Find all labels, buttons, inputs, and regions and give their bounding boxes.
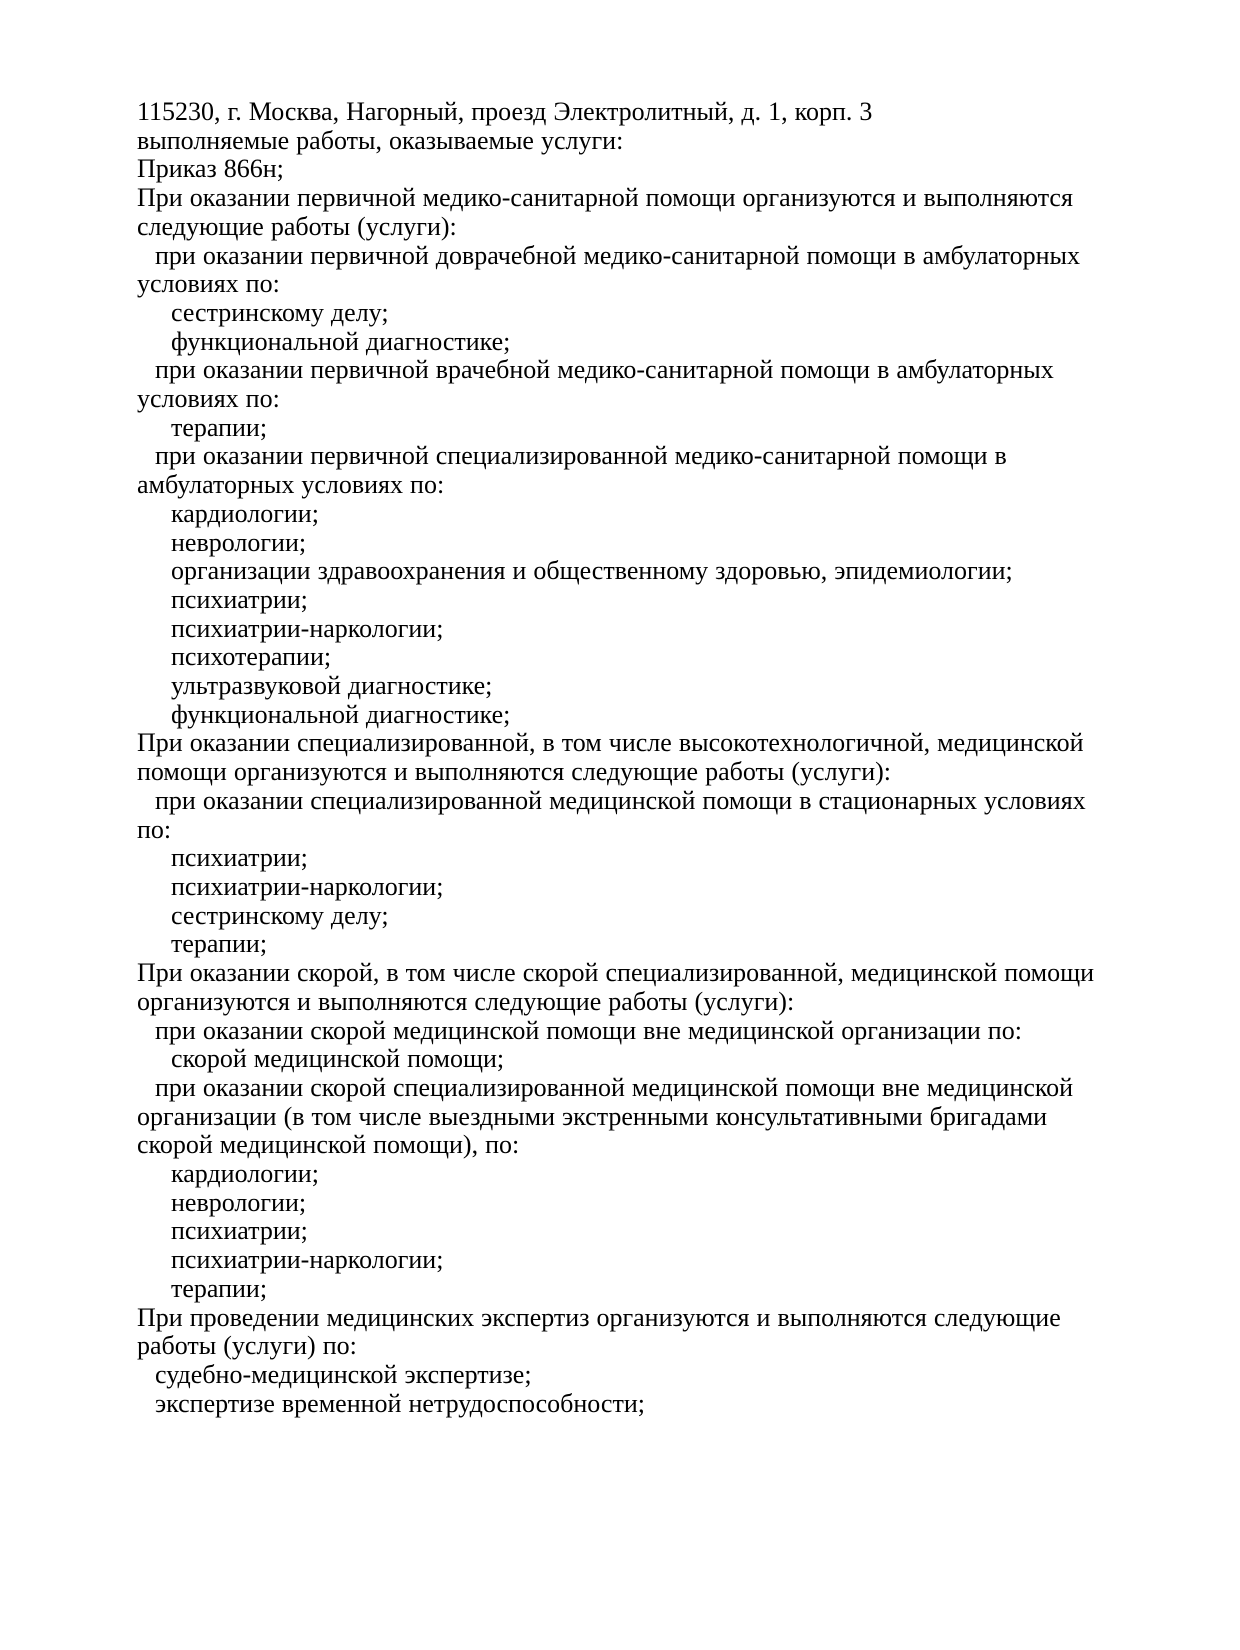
- document-line: психотерапии;: [171, 642, 332, 672]
- document-line: При оказании первичной медико-санитарной помощи организуются и выполняются следующие работы (услуги):: [137, 183, 1073, 241]
- document-line: психиатрии-наркологии;: [171, 1245, 444, 1275]
- document-line: неврологии;: [171, 1187, 307, 1217]
- document-line: функциональной диагностике;: [171, 699, 511, 729]
- document-line: терапии;: [171, 1273, 268, 1303]
- document-line: выполняемые работы, оказываемые услуги:: [137, 125, 624, 155]
- document-line: ультразвуковой диагностике;: [171, 671, 493, 701]
- document-body: [137, 98, 1103, 1418]
- document-line: функциональной диагностике;: [171, 326, 511, 356]
- document-line: При оказании скорой, в том числе скорой специализированной, медицинской помощи организуются и выполняются следующие работы (услуги):: [137, 958, 1095, 1016]
- document-line: организации здравоохранения и общественному здоровью, эпидемиологии;: [171, 556, 1013, 586]
- document-line: экспертизе временной нетрудоспособности;: [155, 1388, 645, 1418]
- document-line: сестринскому делу;: [171, 297, 389, 327]
- document-line: судебно-медицинской экспертизе;: [155, 1359, 532, 1389]
- document-line: при оказании первичной доврачебной медико-санитарной помощи в амбулаторных условиях по:: [137, 240, 1080, 299]
- document-line: сестринскому делу;: [171, 900, 389, 930]
- document-line: скорой медицинской помощи;: [171, 1044, 505, 1074]
- document-line: неврологии;: [171, 527, 307, 557]
- document-line: психиатрии-наркологии;: [171, 871, 444, 901]
- document-line: психиатрии;: [171, 843, 308, 873]
- document-line: терапии;: [171, 929, 268, 959]
- document-line: при оказании первичной специализированной медико-санитарной помощи в амбулаторных условиях по:: [137, 441, 1007, 500]
- document-line: психиатрии;: [171, 1216, 308, 1246]
- document-line: при оказании скорой медицинской помощи вне медицинской организации по:: [155, 1015, 1022, 1045]
- document-line: кардиологии;: [171, 498, 319, 528]
- document-line: при оказании первичной врачебной медико-санитарной помощи в амбулаторных условиях по:: [137, 355, 1054, 414]
- document-line: кардиологии;: [171, 1159, 319, 1189]
- document-line: терапии;: [171, 412, 268, 442]
- document-line: 115230, г. Москва, Нагорный, проезд Электролитный, д. 1, корп. 3: [137, 97, 873, 126]
- document-line: психиатрии-наркологии;: [171, 613, 444, 643]
- document-line: При оказании специализированной, в том числе высокотехнологичной, медицинской помощи организуются и выполняются следующие работы (услуги):: [137, 728, 1084, 787]
- document-line: при оказании скорой специализированной медицинской помощи вне медицинской организации (в том числе выездными экстренными консультативными бригадами скорой медицинской помощи), по:: [137, 1072, 1074, 1160]
- document-line: Приказ 866н;: [137, 154, 284, 184]
- document-line: При проведении медицинских экспертиз организуются и выполняются следующие работы (услуги) по:: [137, 1302, 1061, 1361]
- document-line: психиатрии;: [171, 584, 308, 614]
- document-line: при оказании специализированной медицинской помощи в стационарных условиях по:: [137, 785, 1086, 844]
